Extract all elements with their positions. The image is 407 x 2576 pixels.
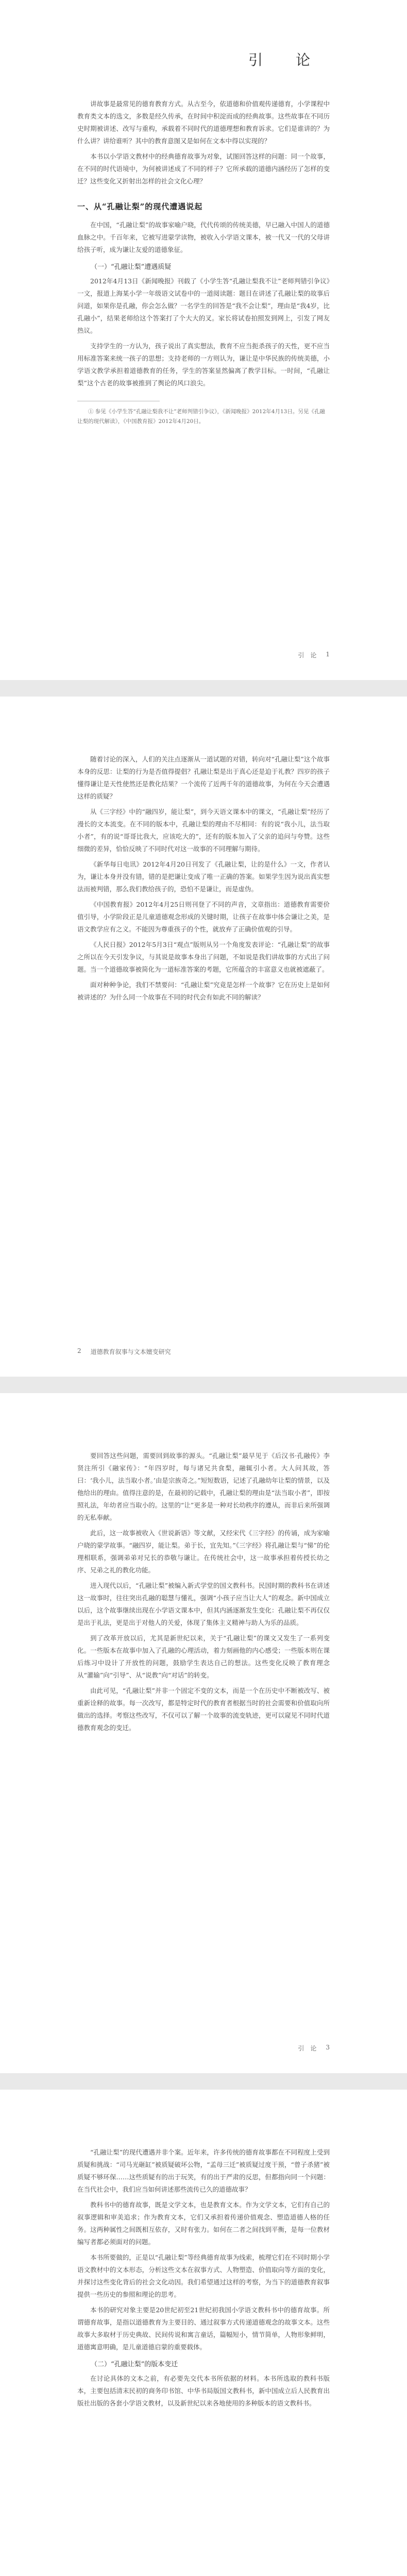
- footer-chapter-label: 引 论: [298, 652, 317, 659]
- page-footer: [77, 1347, 330, 1356]
- body-paragraph: 本书的研究对象主要是20世纪初至21世纪初我国小学语文教科书中的德育故事。所谓德育故事，是指以道德教育为主要目的、通过叙事方式传递道德观念的故事文本。这些故事大多取材于历史典故、民间传说和寓言童话，篇幅短小，情节简单，人物形象鲜明，道德寓意明确，是儿童道德启蒙的重要载体。: [77, 2306, 330, 2351]
- body-paragraph: 此后，这一故事被收入《世说新语》等文献，又经宋代《三字经》的传诵，成为家喻户晓的蒙学故事。“融四岁，能让梨。弟于长，宜先知。”《三字经》将孔融让梨与“悌”的伦理相联系，强调弟弟对兄长的恭敬与谦让。在传统社会中，这一故事承担着传授长幼之序、兄弟之礼的教化功能。: [77, 1529, 330, 1574]
- body-paragraph: 支持学生的一方认为，孩子说出了真实想法，教育不应当扼杀孩子的天性，更不应当用标准答案来统一孩子的思想；支持老师的一方则认为，谦让是中华民族的传统美德，小学语文教学承担着道德教育的任务，学生的答案显然偏离了教学目标。一时间，“孔融让梨”这个古老的故事被推到了舆论的风口浪尖。: [77, 342, 330, 387]
- sub-heading: （一）“孔融让梨”遭遇质疑: [91, 263, 172, 271]
- body-paragraph: 到了改革开放以后，尤其是新世纪以来，关于“孔融让梨”的课文又发生了一系列变化。一些版本在故事中加入了孔融的心理活动，着力刻画他的内心感受；一些版本则在课后练习中设计了开放性的问题，鼓励学生表达自己的想法。这些变化反映了教育理念从“灌输”向“引导”、从“说教”向“对话”的转变。: [77, 1634, 330, 1679]
- page-footer: [77, 651, 330, 659]
- body-paragraph: 随着讨论的深入，人们的关注点逐渐从一道试题的对错，转向对“孔融让梨”这个故事本身的反思：让梨的行为是否值得提倡？孔融让梨是出于真心还是迫于礼教？四岁的孩子懂得谦让是天性使然还是教化结果？一个流传了近两千年的道德故事，为何在今天会遭遇这样的质疑？: [77, 755, 330, 800]
- footnote: ① 参见《小学生答“孔融让梨我不让”老师判错引争议》，《新闻晚报》2012年4月13日。另见《孔融让梨的现代解读》，《中国教育报》2012年4月20日。: [77, 408, 325, 425]
- body-paragraph: 教科书中的德育故事，既是文学文本，也是教育文本。作为文学文本，它们有自己的叙事逻辑和审美追求；作为教育文本，它们又承担着传递价值观念、塑造道德人格的任务。这两种属性之间既相互依存，又时有张力。如何在二者之间找到平衡，是每一位教材编写者都必须面对的问题。: [77, 2201, 330, 2246]
- page-1: [0, 0, 407, 680]
- body-paragraph: 进入现代以后，“孔融让梨”被编入新式学堂的国文教科书。民国时期的教科书在讲述这一故事时，往往突出孔融的聪慧与懂礼，强调“小孩子应当让大人”的观念。新中国成立以后，这个故事继续出现在小学语文课本中，但其内涵逐渐发生变化：孔融让梨不再仅仅是出于礼法，更是出于对他人的关爱，体现了集体主义精神与助人为乐的品质。: [77, 1582, 330, 1626]
- body-paragraph: “孔融让梨”的现代遭遇并非个案。近年来，许多传统的德育故事都在不同程度上受到质疑和挑战：“司马光砸缸”被质疑破坏公物，“孟母三迁”被质疑过度干预，“曾子杀猪”被质疑不够环保……这些质疑有的出于玩笑，有的出于严肃的反思，但都指向同一个问题：在当代社会中，我们应当如何讲述那些流传已久的道德故事？: [77, 2148, 330, 2193]
- page-gap: [0, 680, 407, 697]
- body-paragraph: 在讨论具体的文本之前，有必要先交代本书所依据的材料。本书所选取的教科书版本，主要包括清末民初的商务印书馆、中华书局版国文教科书，新中国成立后人民教育出版社出版的各套小学语文教材，以及新世纪以来各地使用的多种版本的语文教科书。: [77, 2375, 330, 2407]
- body-paragraph: 2012年4月13日《新闻晚报》刊载了《小学生答“孔融让梨我不让”老师判错引争议》一文，报道上海某小学一年级语文试卷中的一道阅读题：题目在讲述了孔融让梨的故事后问道，如果你是孔融，你会怎么做？一名学生的回答是“我不会让梨”，理由是“我4岁，比孔融小”，结果老师给这个答案打了个大大的叉。家长将试卷拍照发到网上，引发了网友热议。: [77, 277, 330, 334]
- sub-heading: （二）“孔融让梨”的版本变迁: [91, 2361, 178, 2368]
- body-paragraph: 由此可见，“孔融让梨”并非一个固定不变的文本，而是一个在历史中不断被改写、被重新诠释的故事。每一次改写，都是特定时代的教育者根据当时的社会需要和价值取向所做出的选择。考察这些改写，不仅可以了解一个故事的流变轨迹，更可以窥见不同时代道德教育观念的变迁。: [77, 1687, 330, 1732]
- body-paragraph: 面对种种争论，我们不禁要问：“孔融让梨”究竟是怎样一个故事？它在历史上是如何被讲述的？为什么同一个故事在不同的时代会有如此不同的解读？: [77, 981, 330, 1001]
- body-paragraph: 《中国教育报》2012年4月25日则刊登了不同的声音，文章指出：道德教育需要价值引导，小学阶段正是儿童道德观念形成的关键时期，让孩子在故事中体会谦让之美，是语文教学应有之义。不能因为尊重孩子的个性，就放弃了正确价值观的引导。: [77, 901, 330, 933]
- footer-chapter-label: 引 论: [298, 2045, 317, 2052]
- chapter-title-row: [77, 21, 330, 98]
- body-paragraph: 《人民日报》2012年5月3日“观点”版则从另一个角度发表评论：“孔融让梨”的故事之所以在今天引发争议，与其说是故事本身出了问题，不如说是我们讲故事的方式出了问题。当一个道德故事被简化为一道标准答案的考题，它所蕴含的丰富意义也就被遮蔽了。: [77, 941, 330, 973]
- page-footer: [77, 2044, 330, 2053]
- body-paragraph: 《新华每日电讯》2012年4月20日刊发了《孔融让梨，让的是什么》一文，作者认为，谦让本身并没有错，错的是把谦让变成了唯一正确的答案。如果学生因为说出真实想法而被判错，那么我们教给孩子的，恐怕不是谦让，而是虚伪。: [77, 860, 330, 893]
- section-heading: 一、从“孔融让梨”的现代遭遇说起: [77, 202, 203, 211]
- intro-paragraph: 本书以小学语文教材中的经典德育故事为对象，试图回答这样的问题：同一个故事，在不同的时代语境中，为何被讲述成了不同的样子？它所承载的道德内涵经历了怎样的变迁？这些变化又折射出怎样的社会文化心理？: [77, 152, 330, 185]
- page-3: [0, 1393, 407, 2073]
- book-title: 道德教育叙事与文本嬗变研究: [90, 1348, 171, 1355]
- page-number: 1: [326, 651, 330, 658]
- page-4: [0, 2090, 407, 2576]
- body-paragraph: 本书所要做的，正是以“孔融让梨”等经典德育故事为线索，梳理它们在不同时期小学语文教材中的文本形态，分析这些文本在叙事方式、人物塑造、价值取向等方面的变化，并探讨这些变化背后的社会文化动因。我们希望通过这样的考察，为当下的道德教育叙事提供一些历史的参照和理论的思考。: [77, 2253, 330, 2298]
- page-number: 2: [77, 1347, 81, 1354]
- page-gap: [0, 1377, 407, 1393]
- page-gap: [0, 2073, 407, 2090]
- intro-paragraph: 讲故事是最常见的德育教育方式。从古至今，依道德和价值观传递德育，小学课程中教育类文本的选文，多数是经久传承，在时间中积淀而成的经典故事。这些故事在不同历史时期被讲述、改写与重构，承载着不同时代的道德理想和教育诉求。它们是谁讲的？为什么讲？讲给谁听？其中的教育意图又是如何在文本中得以实现的？: [77, 100, 330, 145]
- body-paragraph: 要回答这些问题，需要回到故事的源头。“孔融让梨”最早见于《后汉书·孔融传》李贤注所引《融家传》：“年四岁时，每与诸兄共食梨，融辄引小者。大人问其故，答曰：‘我小儿，法当取小者。’由是宗族奇之。”短短数语，记述了孔融幼年让梨的情景，以及他给出的理由。值得注意的是，在最初的记载中，孔融让梨的理由是“法当取小者”，即按照礼法，年幼者应当取小的。这里的“让”更多是一种对长幼秩序的遵从，而非后来所强调的无私奉献。: [77, 1452, 330, 1521]
- page-2: [0, 697, 407, 1377]
- body-paragraph: 在中国，“孔融让梨”的故事家喻户晓，代代传颂的传统美德，早已融入中国人的道德血脉之中。千百年来，它被写进蒙学读物，被收入小学语文课本，被一代又一代的父母讲给孩子听，成为谦让友爱的道德象征。: [77, 221, 330, 253]
- body-paragraph: 从《三字经》中的“融四岁，能让梨”，到今天语文课本中的课文，“孔融让梨”经历了漫长的文本流变。在不同的版本中，孔融让梨的理由不尽相同：有的说“我小儿，法当取小者”，有的说“哥哥比我大，应该吃大的”，还有的版本加入了父亲的追问与夸赞。这些细微的差异，恰恰反映了不同时代对这一故事的不同理解与期待。: [77, 808, 330, 853]
- page-number: 3: [326, 2044, 330, 2051]
- chapter-title: 引 论: [248, 52, 319, 69]
